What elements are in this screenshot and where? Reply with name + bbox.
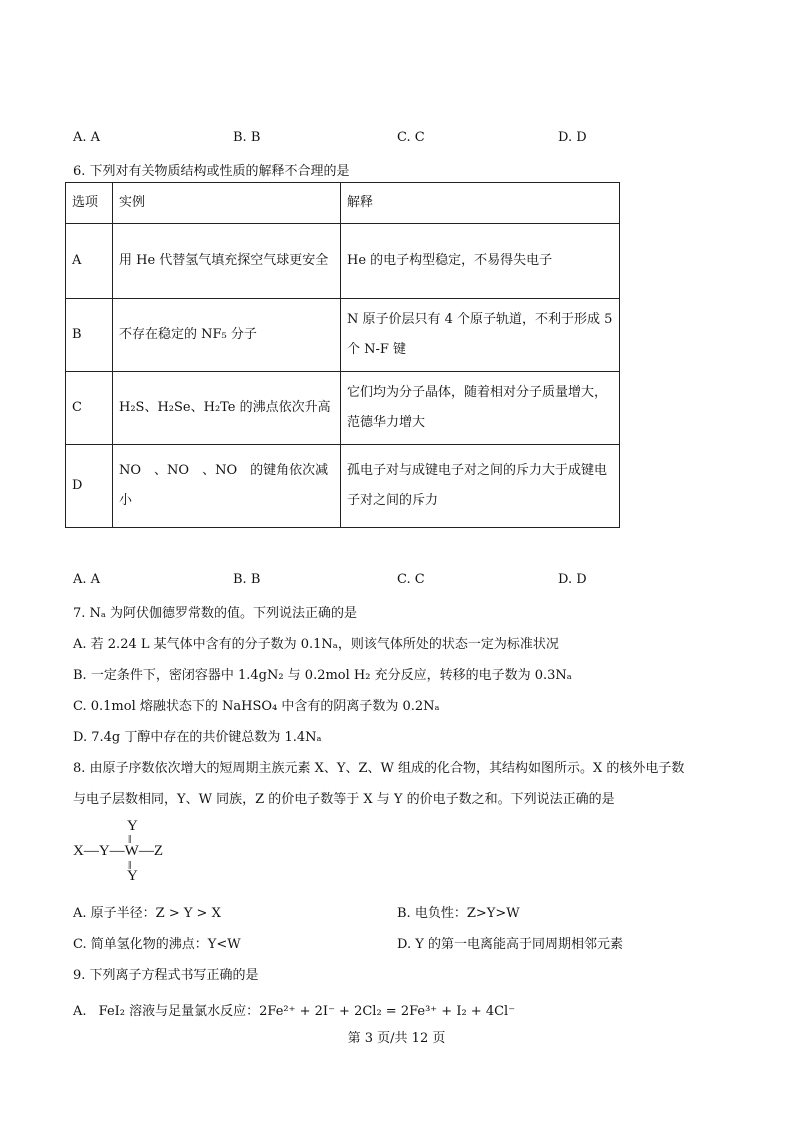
q7-option-d[interactable]: D. 7.4g 丁醇中存在的共价键总数为 1.4Nₐ bbox=[73, 730, 322, 745]
q8-structure-diagram bbox=[73, 818, 183, 888]
row-example: 不存在稳定的 NF₅ 分子 bbox=[113, 299, 341, 372]
q9-option-a[interactable] bbox=[73, 1000, 515, 1019]
row-option: D bbox=[66, 445, 113, 528]
q8-option-b[interactable]: B. 电负性：Z>Y>W bbox=[397, 906, 520, 921]
structure-bottom-atom: Y bbox=[127, 868, 138, 884]
q6-stem: 6. 下列对有关物质结构或性质的解释不合理的是 bbox=[73, 164, 350, 179]
row-option: B bbox=[66, 299, 113, 372]
q9-option-a-text: FeI₂ 溶液与足量氯水反应：2Fe²⁺ + 2I⁻ + 2Cl₂ = 2Fe³⁺ + I₂ + 4Cl⁻ bbox=[98, 1004, 516, 1019]
page-footer: 第 3 页/共 12 页 bbox=[347, 1031, 446, 1046]
q8-stem-line2: 与电子层数相同，Y、W 同族，Z 的价电子数等于 X 与 Y 的价电子数之和。下列说法正确的是 bbox=[73, 792, 615, 807]
header-option: 选项 bbox=[66, 183, 113, 224]
q7-option-b[interactable]: B. 一定条件下，密闭容器中 1.4gN₂ 与 0.2mol H₂ 充分反应，转移的电子数为 0.3Nₐ bbox=[73, 668, 572, 683]
structure-main-chain: X—Y—W—Z bbox=[73, 843, 163, 859]
structure-bottom-bond: ‖ bbox=[128, 858, 132, 872]
header-example: 实例 bbox=[113, 183, 341, 224]
q7-option-c[interactable]: C. 0.1mol 熔融状态下的 NaHSO₄ 中含有的阴离子数为 0.2Nₐ bbox=[73, 699, 440, 714]
q7-option-a[interactable]: A. 若 2.24 L 某气体中含有的分子数为 0.1Nₐ，则该气体所处的状态一定为标准状况 bbox=[73, 637, 559, 652]
row-option: A bbox=[66, 224, 113, 299]
q8-option-c[interactable]: C. 简单氢化物的沸点：Y<W bbox=[73, 937, 241, 952]
q7-stem: 7. Nₐ 为阿伏伽德罗常数的值。下列说法正确的是 bbox=[73, 606, 358, 621]
row-explanation: 孤电子对与成键电子对之间的斥力大于成键电子对之间的斥力 bbox=[341, 445, 620, 528]
table-header-row bbox=[66, 183, 620, 224]
q6-option-a[interactable]: A. A bbox=[73, 572, 101, 587]
structure-top-bond: ‖ bbox=[128, 832, 132, 846]
q6-option-b[interactable]: B. B bbox=[233, 572, 261, 587]
structure-top-atom: Y bbox=[127, 818, 138, 834]
q5-option-a[interactable]: A. A bbox=[73, 130, 101, 145]
q5-option-c[interactable]: C. C bbox=[397, 130, 425, 145]
q5-option-d[interactable]: D. D bbox=[558, 130, 587, 145]
q6-option-c[interactable]: C. C bbox=[397, 572, 425, 587]
q5-option-b[interactable]: B. B bbox=[233, 130, 261, 145]
table-row bbox=[66, 299, 620, 372]
table-row bbox=[66, 372, 620, 445]
q6-option-d[interactable]: D. D bbox=[558, 572, 587, 587]
row-option: C bbox=[66, 372, 113, 445]
row-explanation: 它们均为分子晶体，随着相对分子质量增大，范德华力增大 bbox=[341, 372, 620, 445]
header-explanation: 解释 bbox=[341, 183, 620, 224]
q8-stem-line1: 8. 由原子序数依次增大的短周期主族元素 X、Y、Z、W 组成的化合物，其结构如图所示。X 的核外电子数 bbox=[73, 761, 685, 776]
q9-option-a-prefix: A. bbox=[73, 1004, 87, 1019]
row-explanation: He 的电子构型稳定，不易得失电子 bbox=[341, 224, 620, 299]
row-explanation: N 原子价层只有 4 个原子轨道，不利于形成 5 个 N-F 键 bbox=[341, 299, 620, 372]
table-row bbox=[66, 445, 620, 528]
q8-option-d[interactable]: D. Y 的第一电离能高于同周期相邻元素 bbox=[397, 937, 623, 952]
q9-stem: 9. 下列离子方程式书写正确的是 bbox=[73, 968, 259, 983]
row-example: NO 、NO 、NO 的键角依次减小 bbox=[113, 445, 341, 528]
table-row bbox=[66, 224, 620, 299]
row-example: 用 He 代替氢气填充探空气球更安全 bbox=[113, 224, 341, 299]
row-example: H₂S、H₂Se、H₂Te 的沸点依次升高 bbox=[113, 372, 341, 445]
q6-table bbox=[65, 182, 620, 528]
q8-option-a[interactable]: A. 原子半径：Z > Y > X bbox=[73, 906, 221, 921]
